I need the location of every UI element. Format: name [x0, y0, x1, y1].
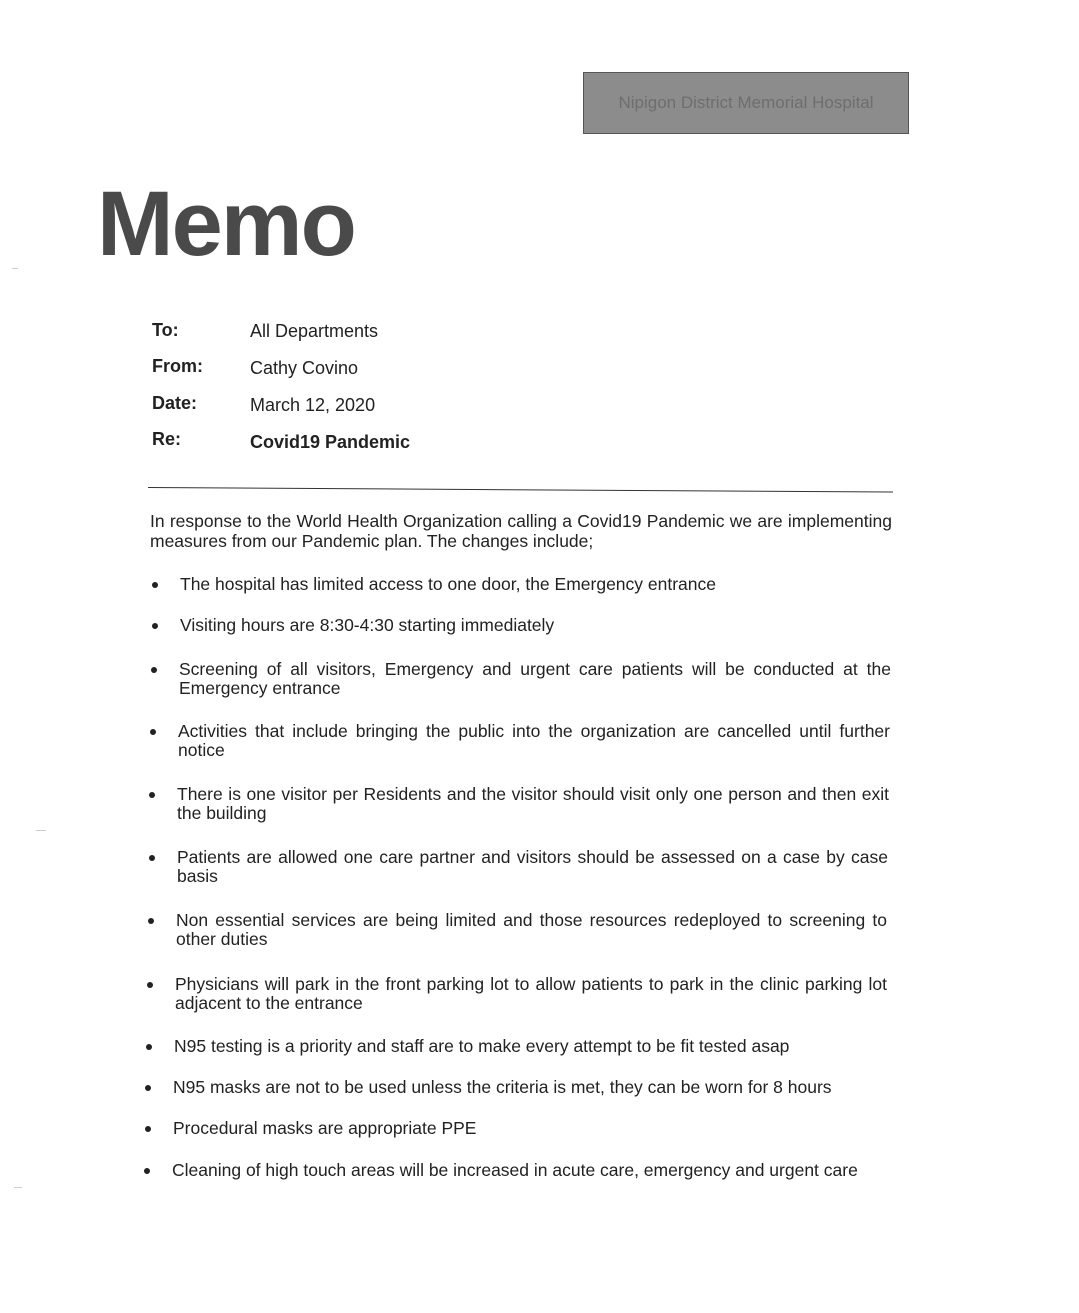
- scan-speck: [12, 268, 18, 269]
- list-item: Non essential services are being limited and those resources redeployed to screening to other duties: [176, 911, 887, 949]
- list-item: Physicians will park in the front parking lot to allow patients to park in the clinic parking lot adjacent to the entrance: [175, 975, 887, 1013]
- bullet-icon: [144, 1168, 150, 1174]
- memo-title: Memo: [97, 173, 355, 275]
- bullet-icon: [151, 667, 157, 673]
- bullet-icon: [150, 729, 156, 735]
- bullet-icon: [148, 918, 154, 924]
- bullet-icon: [152, 623, 158, 629]
- bullet-icon: [149, 792, 155, 798]
- list-item: Patients are allowed one care partner and visitors should be assessed on a case by case basis: [177, 848, 888, 886]
- bullet-icon: [146, 1044, 152, 1050]
- hospital-name-text: Nipigon District Memorial Hospital: [618, 93, 874, 112]
- field-value-re: Covid19 Pandemic: [250, 432, 411, 452]
- bullet-icon: [147, 982, 153, 988]
- bullet-icon: [145, 1126, 151, 1132]
- list-item: Activities that include bringing the public into the organization are cancelled until further notice: [178, 722, 890, 760]
- field-label-from: From:: [152, 356, 203, 376]
- field-value-from: Cathy Covino: [250, 358, 359, 378]
- hospital-name-stamp: [583, 72, 909, 134]
- intro-paragraph: In response to the World Health Organization calling a Covid19 Pandemic we are implementing measures from our Pandemic plan. The changes include;: [150, 511, 892, 551]
- field-label-date: Date:: [152, 393, 198, 413]
- list-item: Visiting hours are 8:30-4:30 starting immediately: [180, 616, 740, 635]
- bullet-icon: [152, 582, 158, 588]
- list-item: N95 testing is a priority and staff are to make every attempt to be fit tested asap: [174, 1037, 814, 1056]
- bullet-icon: [145, 1085, 151, 1091]
- list-item: N95 masks are not to be used unless the criteria is met, they can be worn for 8 hours: [173, 1078, 853, 1097]
- list-item: Cleaning of high touch areas will be increased in acute care, emergency and urgent care: [172, 1161, 892, 1180]
- scan-speck: [14, 1187, 22, 1188]
- field-value-to: All Departments: [250, 321, 379, 341]
- bullet-icon: [149, 855, 155, 861]
- header-divider: [148, 487, 893, 493]
- field-value-date: March 12, 2020: [250, 395, 376, 415]
- list-item: The hospital has limited access to one door, the Emergency entrance: [180, 575, 740, 594]
- list-item: Screening of all visitors, Emergency and urgent care patients will be conducted at the Emergency entrance: [179, 660, 891, 698]
- field-label-to: To:: [152, 320, 179, 340]
- field-label-re: Re:: [152, 429, 182, 449]
- scan-speck: [36, 830, 46, 831]
- list-item: There is one visitor per Residents and the visitor should visit only one person and then exit the building: [177, 785, 889, 823]
- list-item: Procedural masks are appropriate PPE: [173, 1119, 573, 1138]
